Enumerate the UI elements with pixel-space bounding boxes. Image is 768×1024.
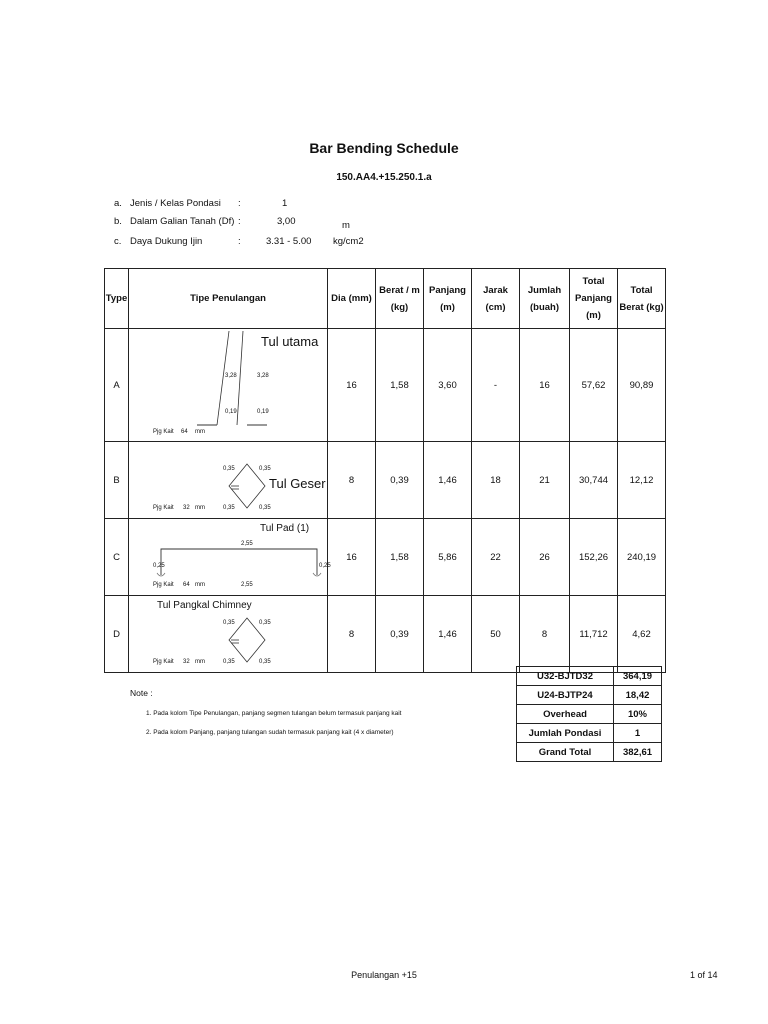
cell-dia: 8 — [328, 442, 376, 519]
cell-panjang: 3,60 — [424, 329, 472, 442]
cell-dia: 16 — [328, 329, 376, 442]
cell-type: B — [105, 442, 129, 519]
footer-page-number: 1 of 14 — [690, 970, 718, 980]
cell-total-panjang: 57,62 — [570, 329, 618, 442]
meta-letter: b. — [114, 216, 122, 227]
kait-value: 64 — [181, 429, 188, 435]
summary-row — [517, 743, 662, 762]
meta-value: 1 — [282, 198, 288, 209]
kait-unit: mm — [195, 582, 205, 588]
shape-length: 0,35 — [223, 659, 235, 665]
header-tipe: Tipe Penulangan — [129, 269, 328, 329]
shape-length: 0,25 — [153, 563, 165, 569]
note-item: 2. Pada kolom Panjang, panjang tulangan sudah termasuk panjang kait (4 x diameter) — [146, 729, 394, 736]
meta-label: Jenis / Kelas Pondasi — [130, 198, 221, 209]
cell-jumlah: 16 — [520, 329, 570, 442]
cell-berat: 1,58 — [376, 519, 424, 596]
meta-value: 3,00 — [277, 216, 296, 227]
shape-cell — [129, 519, 331, 596]
cell-jarak: 18 — [472, 442, 520, 519]
cell-jarak: 50 — [472, 596, 520, 673]
meta-unit: m — [342, 220, 350, 231]
meta-letter: a. — [114, 198, 122, 209]
shape-length: 0,19 — [257, 409, 269, 415]
meta-letter: c. — [114, 236, 122, 247]
cell-berat: 1,58 — [376, 329, 424, 442]
cell-berat: 0,39 — [376, 442, 424, 519]
table-row — [105, 519, 666, 596]
kait-label: Pjg Kait — [153, 429, 174, 435]
header-dia: Dia (mm) — [328, 269, 376, 329]
meta-colon: : — [238, 236, 241, 247]
summary-row — [517, 724, 662, 743]
shape-length: 0,35 — [259, 505, 271, 511]
cell-panjang: 1,46 — [424, 442, 472, 519]
summary-label: Jumlah Pondasi — [517, 724, 614, 743]
meta-value: 3.31 - 5.00 — [266, 236, 312, 247]
meta-row-a — [114, 198, 514, 212]
meta-row-b — [114, 216, 514, 230]
summary-value: 364,19 — [614, 667, 662, 686]
kait-label: Pjg Kait — [153, 582, 174, 588]
shape-name: Tul utama — [261, 334, 319, 349]
shape-length: 0,35 — [223, 620, 235, 626]
cell-total-berat: 240,19 — [618, 519, 666, 596]
cell-type: A — [105, 329, 129, 442]
kait-label: Pjg Kait — [153, 659, 174, 665]
kait-unit: mm — [195, 505, 205, 511]
meta-colon: : — [238, 198, 241, 209]
kait-unit: mm — [195, 659, 205, 665]
shape-name: Tul Pad (1) — [260, 523, 310, 534]
shape-length: 3,28 — [257, 373, 269, 379]
shape-name: Tul Pangkal Chimney — [157, 600, 252, 611]
shape-length: 2,55 — [241, 541, 253, 547]
shape-cell — [129, 329, 328, 442]
table-row — [105, 442, 666, 519]
header-panjang: Panjang (m) — [424, 269, 472, 329]
summary-row — [517, 705, 662, 724]
cell-panjang: 5,86 — [424, 519, 472, 596]
header-berat: Berat / m (kg) — [376, 269, 424, 329]
meta-colon: : — [238, 216, 241, 227]
kait-value: 32 — [183, 659, 190, 665]
cell-total-berat: 90,89 — [618, 329, 666, 442]
shape-length: 0,35 — [259, 466, 271, 472]
cell-jarak: 22 — [472, 519, 520, 596]
kait-unit: mm — [195, 429, 205, 435]
note-item: 1. Pada kolom Tipe Penulangan, panjang segmen tulangan belum termasuk panjang kait — [146, 710, 402, 717]
summary-table — [516, 666, 662, 762]
cell-dia: 16 — [328, 519, 376, 596]
summary-value: 382,61 — [614, 743, 662, 762]
header-jarak: Jarak (cm) — [472, 269, 520, 329]
cell-jarak: - — [472, 329, 520, 442]
shape-length: 0,35 — [259, 659, 271, 665]
cell-total-berat: 12,12 — [618, 442, 666, 519]
summary-value: 10% — [614, 705, 662, 724]
cell-dia: 8 — [328, 596, 376, 673]
summary-label: U32-BJTD32 — [517, 667, 614, 686]
page-title: Bar Bending Schedule — [309, 140, 459, 156]
cell-total-panjang: 30,744 — [570, 442, 618, 519]
meta-label: Dalam Galian Tanah (Df) — [130, 216, 235, 227]
cell-type: D — [105, 596, 129, 673]
table-row — [105, 329, 666, 442]
cell-berat: 0,39 — [376, 596, 424, 673]
kait-label: Pjg Kait — [153, 505, 174, 511]
meta-unit: kg/cm2 — [333, 236, 364, 247]
cell-jumlah: 26 — [520, 519, 570, 596]
shape-name: Tul Geser — [269, 476, 326, 491]
shape-cell — [129, 596, 328, 673]
cell-total-berat: 4,62 — [618, 596, 666, 673]
notes-title: Note : — [130, 688, 153, 698]
summary-row — [517, 667, 662, 686]
cell-jumlah: 21 — [520, 442, 570, 519]
summary-row — [517, 686, 662, 705]
table-row — [105, 596, 666, 673]
meta-row-c — [114, 236, 514, 250]
cell-jumlah: 8 — [520, 596, 570, 673]
cell-total-panjang: 152,26 — [570, 519, 618, 596]
cell-total-panjang: 11,712 — [570, 596, 618, 673]
cell-panjang: 1,46 — [424, 596, 472, 673]
shape-length: 0,19 — [225, 409, 237, 415]
summary-value: 1 — [614, 724, 662, 743]
header-total-berat: Total Berat (kg) — [618, 269, 666, 329]
header-jumlah: Jumlah (buah) — [520, 269, 570, 329]
bar-bending-table — [104, 268, 666, 673]
shape-length: 0,25 — [319, 563, 331, 569]
summary-label: Overhead — [517, 705, 614, 724]
meta-label: Daya Dukung Ijin — [130, 236, 203, 247]
footer-sheet-name: Penulangan +15 — [351, 970, 417, 980]
kait-value: 64 — [183, 582, 190, 588]
kait-value: 32 — [183, 505, 190, 511]
summary-label: Grand Total — [517, 743, 614, 762]
shape-length: 3,28 — [225, 373, 237, 379]
shape-length: 2,55 — [241, 582, 253, 588]
shape-cell — [129, 442, 328, 519]
summary-label: U24-BJTP24 — [517, 686, 614, 705]
summary-value: 18,42 — [614, 686, 662, 705]
shape-length: 0,35 — [259, 620, 271, 626]
shape-length: 0,35 — [223, 505, 235, 511]
cell-type: C — [105, 519, 129, 596]
header-total-panjang: Total Panjang (m) — [570, 269, 618, 329]
table-header-row — [105, 269, 666, 329]
document-code: 150.AA4.+15.250.1.a — [336, 172, 432, 183]
header-type: Type — [105, 269, 129, 329]
shape-length: 0,35 — [223, 466, 235, 472]
